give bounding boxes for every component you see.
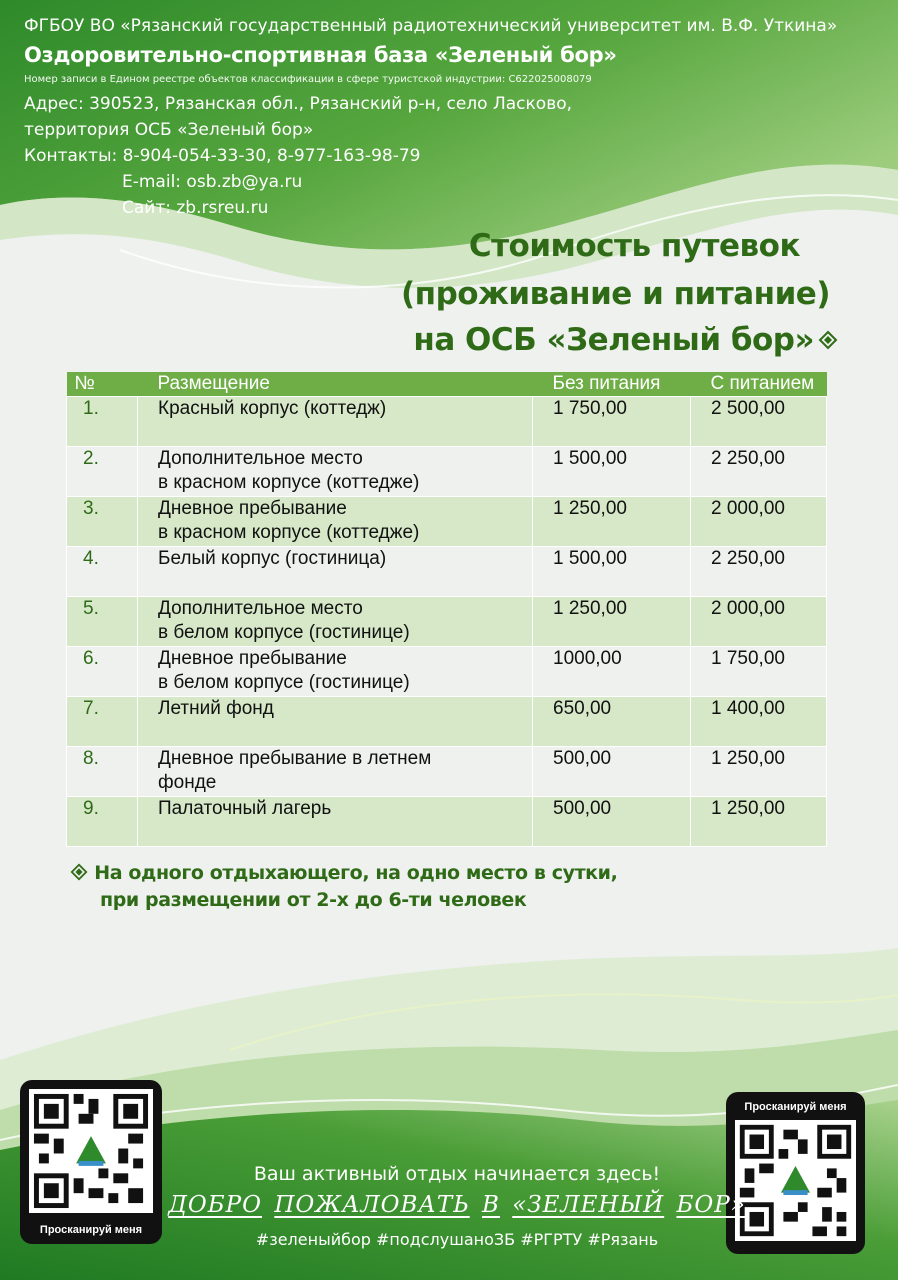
column-header-with-food: С питанием [691,372,827,397]
accommodation-name: Летний фонд [158,698,274,719]
accommodation-name: Красный корпус (коттедж) [158,398,387,419]
page-title-line-3: на ОСБ «Зеленый бор» [413,322,814,358]
price-no-food: 1000,00 [533,647,691,697]
accommodation-cell [138,447,533,497]
price-no-food: 1 500,00 [533,547,691,597]
welcome-word: ПОЖАЛОВАТЬ [274,1192,470,1218]
base-name: Оздоровительно-спортивная база «Зеленый бор» [24,43,617,67]
table-row [67,697,827,747]
row-number: 7. [67,697,138,747]
price-with-food: 2 000,00 [691,597,827,647]
accommodation-cell [138,547,533,597]
accommodation-name-line-2: в белом корпусе (гостинице) [158,672,410,693]
price-no-food: 500,00 [533,747,691,797]
table-header-row [67,372,827,397]
welcome-word: ДОБРО [168,1192,262,1218]
price-with-food: 1 250,00 [691,797,827,847]
row-number: 1. [67,397,138,447]
accommodation-name: Дополнительное место [158,598,363,619]
welcome-banner [8,1192,898,1218]
diamond-bullet-icon [818,330,838,350]
accommodation-name-line-2: в красном корпусе (коттедже) [158,522,420,543]
accommodation-cell [138,647,533,697]
table-row [67,547,827,597]
price-no-food: 500,00 [533,797,691,847]
qr-caption-left: Просканируй меня [39,1224,143,1236]
accommodation-cell [138,597,533,647]
price-no-food: 1 500,00 [533,447,691,497]
footnote-line-1: На одного отдыхающего, на одно место в сутки, [94,862,618,884]
diamond-bullet-icon [70,863,88,881]
table-row [67,397,827,447]
price-with-food: 1 750,00 [691,647,827,697]
welcome-word: В [482,1192,500,1218]
accommodation-name: Белый корпус (гостиница) [158,548,387,569]
accommodation-cell [138,797,533,847]
price-with-food: 1 400,00 [691,697,827,747]
accommodation-name: Дневное пребывание [158,648,347,669]
price-with-food: 1 250,00 [691,747,827,797]
table-row [67,647,827,697]
row-number: 4. [67,547,138,597]
hashtags: #зеленыйбор #подслушаноЗБ #РГРТУ #Рязань [255,1230,659,1249]
price-no-food: 1 750,00 [533,397,691,447]
row-number: 2. [67,447,138,497]
email[interactable]: E-mail: osb.zb@ya.ru [122,172,303,192]
price-table [66,372,827,847]
price-with-food: 2 250,00 [691,547,827,597]
footnote [70,860,617,914]
accommodation-cell [138,497,533,547]
accommodation-name: Палаточный лагерь [158,798,332,819]
address-line-1: Адрес: 390523, Рязанская обл., Рязанский р-н, село Ласково, [24,94,573,114]
accommodation-name-line-2: в белом корпусе (гостинице) [158,622,410,643]
page-title-line-1: Стоимость путевок [468,228,800,264]
slogan: Ваш активный отдых начинается здесь! [253,1163,661,1185]
website[interactable]: Сайт: zb.rsreu.ru [122,198,269,218]
table-row [67,797,827,847]
accommodation-cell [138,397,533,447]
qr-code-card-left[interactable] [20,1080,162,1244]
table-row [67,447,827,497]
price-with-food: 2 500,00 [691,397,827,447]
price-with-food: 2 000,00 [691,497,827,547]
table-row [67,497,827,547]
row-number: 9. [67,797,138,847]
price-no-food: 1 250,00 [533,597,691,647]
footnote-line-2: при размещении от 2-х до 6-ти человек [100,889,527,911]
accommodation-name: Дневное пребывание в летнем [158,748,432,769]
table-row [67,597,827,647]
address-line-2: территория ОСБ «Зеленый бор» [24,120,314,140]
table-row [67,747,827,797]
row-number: 8. [67,747,138,797]
row-number: 3. [67,497,138,547]
price-no-food: 650,00 [533,697,691,747]
column-header-accommodation: Размещение [138,372,533,397]
accommodation-name-line-2: фонде [158,772,217,793]
page-title-line-2: (проживание и питание) [400,276,830,312]
price-no-food: 1 250,00 [533,497,691,547]
welcome-word: БОР» [676,1192,746,1218]
qr-caption-right: Просканируй меня [744,1101,847,1113]
accommodation-cell [138,697,533,747]
registry-number: Номер записи в Едином реестре объектов классификации в сфере туристской индустрии: С622025008079 [24,74,592,85]
column-header-no-food: Без питания [533,372,691,397]
accommodation-name: Дневное пребывание [158,498,347,519]
row-number: 6. [67,647,138,697]
price-with-food: 2 250,00 [691,447,827,497]
welcome-word: «ЗЕЛЕНЫЙ [512,1192,665,1218]
accommodation-name-line-2: в красном корпусе (коттедже) [158,472,420,493]
accommodation-cell [138,747,533,797]
organization-name: ФГБОУ ВО «Рязанский государственный радиотехнический университет им. В.Ф. Уткина» [24,16,838,36]
column-header-number: № [67,372,138,397]
contacts: Контакты: 8-904-054-33-30, 8-977-163-98-79 [24,146,421,166]
accommodation-name: Дополнительное место [158,448,363,469]
row-number: 5. [67,597,138,647]
